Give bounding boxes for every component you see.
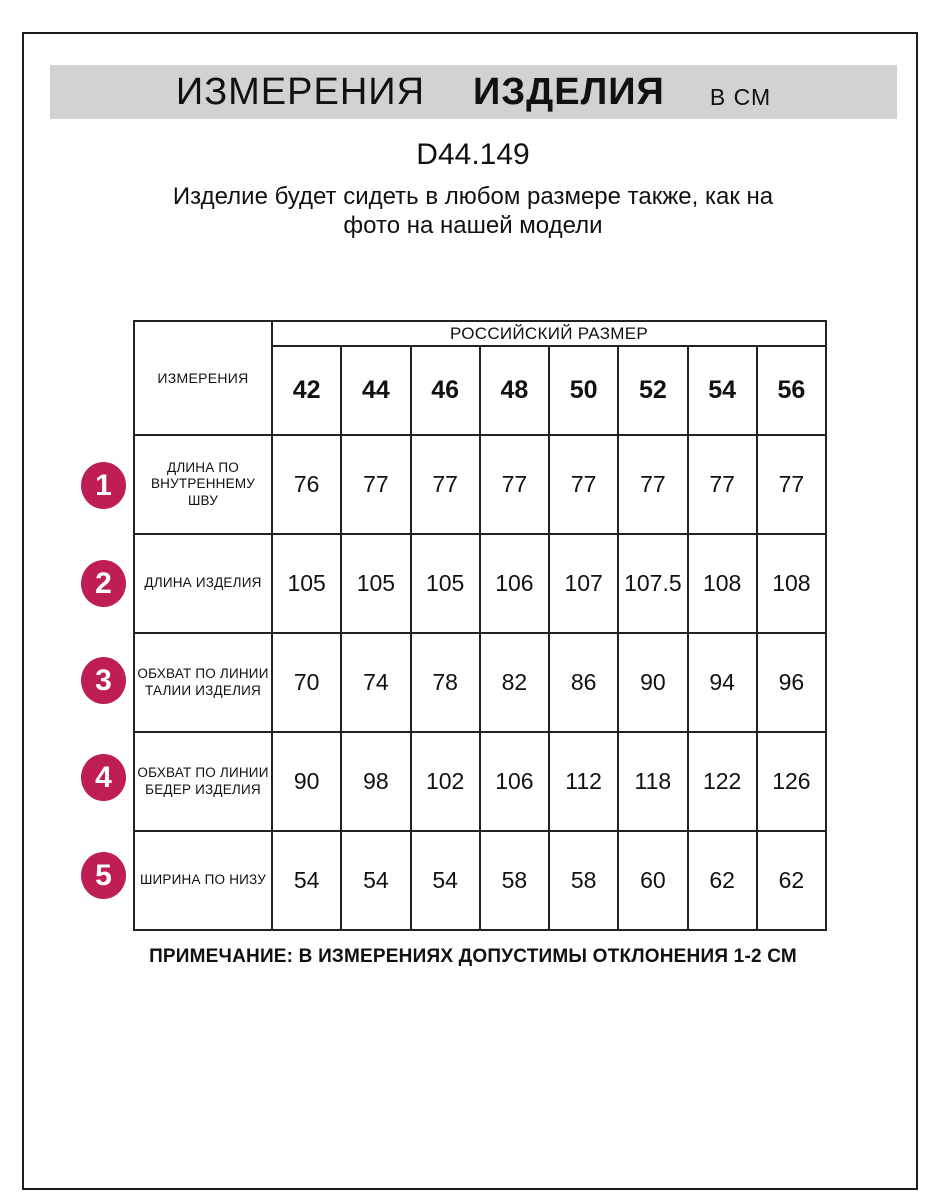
size-column-header: 52 xyxy=(618,346,687,435)
measurement-value: 107 xyxy=(549,534,618,633)
measurement-value: 70 xyxy=(272,633,341,732)
russian-size-header: РОССИЙСКИЙ РАЗМЕР xyxy=(272,321,826,346)
size-column-header: 56 xyxy=(757,346,826,435)
measurement-value: 77 xyxy=(688,435,757,534)
row-label: ДЛИНА ИЗДЕЛИЯ xyxy=(134,534,272,633)
measurement-value: 108 xyxy=(688,534,757,633)
measurement-value: 77 xyxy=(618,435,687,534)
measurement-value: 94 xyxy=(688,633,757,732)
measurement-value: 122 xyxy=(688,732,757,831)
title-word-product: ИЗДЕЛИЯ xyxy=(473,70,665,113)
measurement-value: 76 xyxy=(272,435,341,534)
size-column-header: 48 xyxy=(480,346,549,435)
size-column-header: 42 xyxy=(272,346,341,435)
table-row-waist-girth xyxy=(134,633,826,732)
measurement-value: 96 xyxy=(757,633,826,732)
measurement-value: 102 xyxy=(411,732,480,831)
table-row-bottom-width xyxy=(134,831,826,930)
table-row-inseam-length xyxy=(134,435,826,534)
title-word-measurements: ИЗМЕРЕНИЯ xyxy=(175,70,426,113)
measurement-value: 90 xyxy=(618,633,687,732)
size-column-header: 44 xyxy=(341,346,410,435)
measurement-value: 98 xyxy=(341,732,410,831)
measurement-value: 58 xyxy=(549,831,618,930)
size-column-header: 46 xyxy=(411,346,480,435)
measurement-value: 106 xyxy=(480,732,549,831)
corner-header: ИЗМЕРЕНИЯ xyxy=(134,321,272,435)
measurement-value: 77 xyxy=(341,435,410,534)
measurement-value: 108 xyxy=(757,534,826,633)
fit-description: Изделие будет сидеть в любом размере также, как на фото на нашей модели xyxy=(172,183,774,239)
product-code: D44.149 xyxy=(416,138,530,171)
measurement-value: 105 xyxy=(411,534,480,633)
measurement-value: 77 xyxy=(549,435,618,534)
measurement-value: 62 xyxy=(757,831,826,930)
title-units: В СМ xyxy=(709,83,772,110)
row-number-badge-4: 4 xyxy=(81,754,126,801)
measurement-value: 112 xyxy=(549,732,618,831)
row-label: ШИРИНА ПО НИЗУ xyxy=(134,831,272,930)
measurement-value: 58 xyxy=(480,831,549,930)
size-column-header: 50 xyxy=(549,346,618,435)
table-header-row-1 xyxy=(134,321,826,346)
measurement-value: 105 xyxy=(341,534,410,633)
table-row-garment-length xyxy=(134,534,826,633)
row-number-badge-3: 3 xyxy=(81,657,126,704)
measurement-value: 86 xyxy=(549,633,618,732)
measurement-value: 90 xyxy=(272,732,341,831)
measurement-value: 118 xyxy=(618,732,687,831)
measurement-value: 77 xyxy=(757,435,826,534)
measurement-value: 54 xyxy=(272,831,341,930)
measurement-value: 60 xyxy=(618,831,687,930)
row-number-badge-2: 2 xyxy=(81,560,126,607)
measurement-value: 62 xyxy=(688,831,757,930)
size-column-header: 54 xyxy=(688,346,757,435)
tolerance-note: ПРИМЕЧАНИЕ: В ИЗМЕРЕНИЯХ ДОПУСТИМЫ ОТКЛОНЕНИЯ 1-2 СМ xyxy=(149,946,797,967)
row-number-badge-5: 5 xyxy=(81,852,126,899)
row-label: ОБХВАТ ПО ЛИНИИ БЕДЕР ИЗДЕЛИЯ xyxy=(134,732,272,831)
measurement-value: 74 xyxy=(341,633,410,732)
measurement-value: 78 xyxy=(411,633,480,732)
row-label: ОБХВАТ ПО ЛИНИИ ТАЛИИ ИЗДЕЛИЯ xyxy=(134,633,272,732)
measurements-table xyxy=(133,320,827,931)
measurement-value: 82 xyxy=(480,633,549,732)
table-row-hip-girth xyxy=(134,732,826,831)
measurement-value: 107.5 xyxy=(618,534,687,633)
measurement-value: 54 xyxy=(411,831,480,930)
measurement-value: 106 xyxy=(480,534,549,633)
measurement-value: 77 xyxy=(480,435,549,534)
measurement-value: 77 xyxy=(411,435,480,534)
row-number-badge-1: 1 xyxy=(81,462,126,509)
measurement-value: 54 xyxy=(341,831,410,930)
row-label: ДЛИНА ПО ВНУТРЕННЕМУ ШВУ xyxy=(134,435,272,534)
title-bar xyxy=(50,65,897,119)
measurement-value: 105 xyxy=(272,534,341,633)
measurement-value: 126 xyxy=(757,732,826,831)
